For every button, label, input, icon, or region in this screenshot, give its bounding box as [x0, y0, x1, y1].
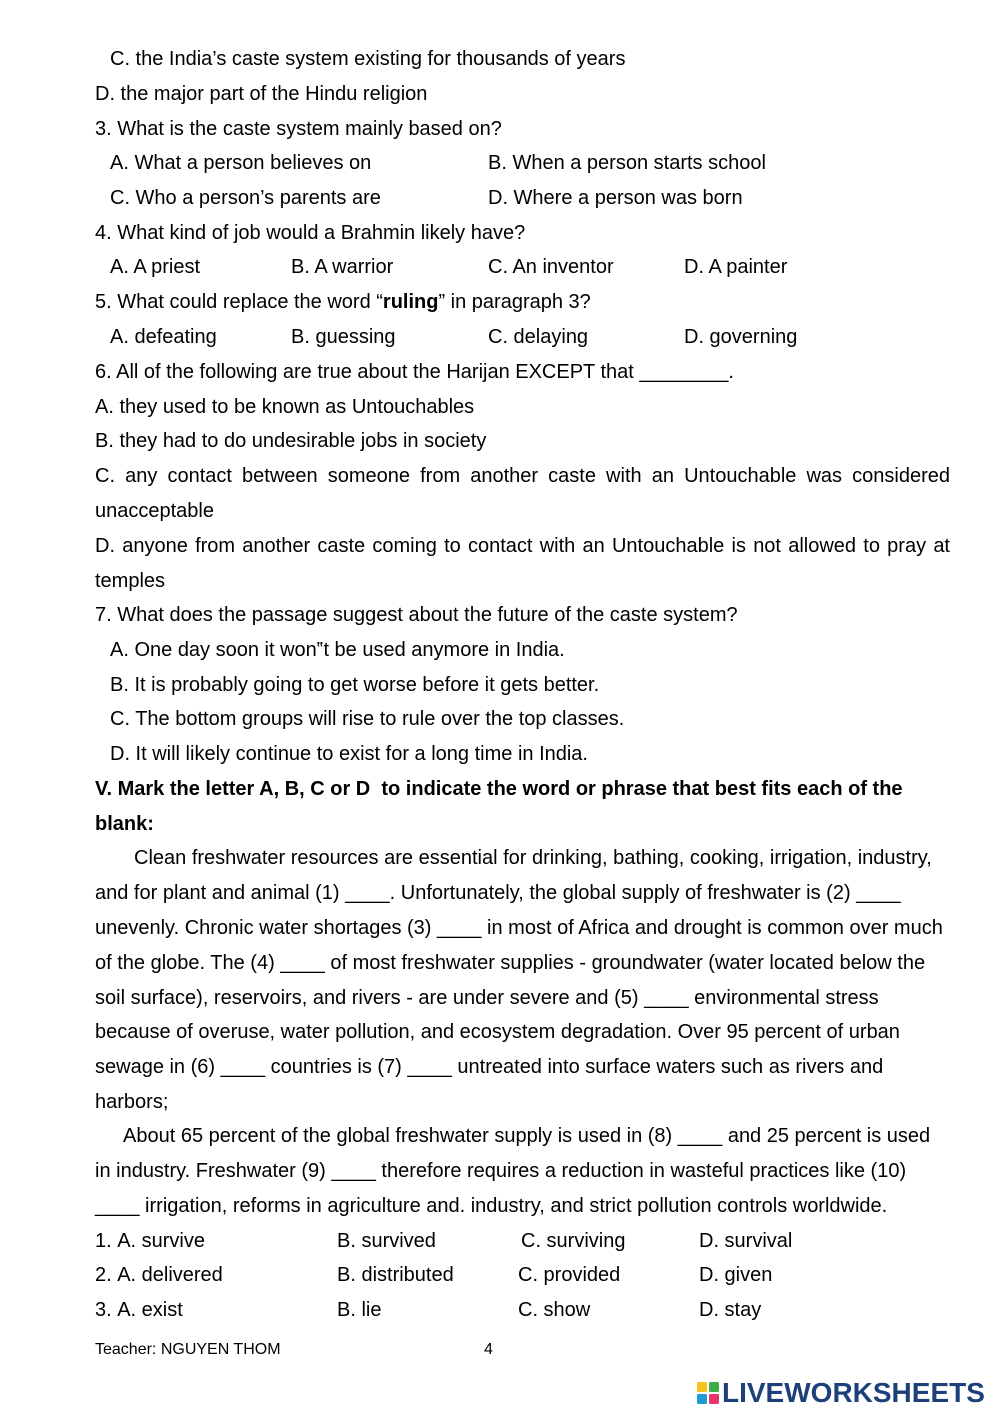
q2-option-c: C. the India’s caste system existing for thousands of years [110, 48, 626, 70]
q4-option-a: A. A priest [110, 256, 201, 278]
section-v-heading-line-2: blank: [95, 813, 154, 835]
footer-page-number: 4 [484, 1341, 493, 1358]
q5-keyword: ruling [382, 291, 439, 313]
passage-p1-line: unevenly. Chronic water shortages (3) ____ in most of Africa and drought is common over much [95, 917, 943, 939]
liveworksheets-logo-text: LIVEWORKSHEETS [722, 1377, 985, 1408]
q5-stem-after: ” in paragraph 3? [438, 291, 591, 313]
cloze-3-option-c: C. show [518, 1299, 591, 1321]
liveworksheets-logo [697, 1378, 985, 1408]
cloze-1-option-d: D. survival [699, 1230, 793, 1252]
cloze-2-option-b: B. distributed [337, 1264, 454, 1286]
cloze-number: 3. [95, 1299, 112, 1321]
q5-option-c: C. delaying [488, 326, 589, 348]
q7-stem: 7. What does the passage suggest about the future of the caste system? [95, 604, 738, 626]
cloze-2-option-c: C. provided [518, 1264, 621, 1286]
q6-option-c-line-2: unacceptable [95, 500, 214, 522]
cloze-number: 1. [95, 1230, 112, 1252]
liveworksheets-logo-icon [697, 1382, 719, 1404]
q5-stem-before: 5. What could replace the word “ [95, 291, 383, 313]
q6-option-b: B. they had to do undesirable jobs in society [95, 430, 487, 452]
passage-p1-line: harbors; [95, 1091, 169, 1113]
cloze-option: A. delivered [117, 1264, 223, 1286]
passage-p2-line: About 65 percent of the global freshwater supply is used in (8) ____ and 25 percent is used [123, 1125, 931, 1147]
cloze-option: A. survive [117, 1230, 205, 1252]
logo-tile [697, 1394, 707, 1404]
footer-teacher: Teacher: NGUYEN THOM [95, 1341, 281, 1358]
q4-option-b: B. A warrior [291, 256, 394, 278]
cloze-3-option-b: B. lie [337, 1299, 382, 1321]
q7-option-b: B. It is probably going to get worse before it gets better. [110, 674, 600, 696]
q4-option-c: C. An inventor [488, 256, 614, 278]
passage-p2-line: in industry. Freshwater (9) ____ therefore requires a reduction in wasteful practices like (10) [95, 1160, 907, 1182]
cloze-3-option-a [95, 1298, 183, 1322]
cloze-1-option-a [95, 1229, 205, 1253]
cloze-2-option-d: D. given [699, 1264, 773, 1286]
q3-option-b: B. When a person starts school [488, 152, 766, 174]
logo-tile [697, 1382, 707, 1392]
cloze-number: 2. [95, 1264, 112, 1286]
passage-p2-line: ____ irrigation, reforms in agriculture and. industry, and strict pollution controls worldwide. [95, 1195, 888, 1217]
q7-option-c: C. The bottom groups will rise to rule over the top classes. [110, 708, 625, 730]
q5-option-d: D. governing [684, 326, 798, 348]
q6-option-c-line-1: C. any contact between someone from another caste with an Untouchable was considered [95, 465, 950, 487]
q7-option-d: D. It will likely continue to exist for a long time in India. [110, 743, 588, 765]
cloze-1-option-c: C. surviving [521, 1230, 626, 1252]
q3-stem: 3. What is the caste system mainly based on? [95, 118, 502, 140]
cloze-option: A. exist [117, 1299, 183, 1321]
passage-p1-line: soil surface), reservoirs, and rivers - are under severe and (5) ____ environmental stress [95, 987, 879, 1009]
cloze-2-option-a [95, 1263, 223, 1287]
q6-stem: 6. All of the following are true about the Harijan EXCEPT that ________. [95, 361, 734, 383]
section-v-heading-line-1: V. Mark the letter A, B, C or D to indicate the word or phrase that best fits each of the [95, 778, 903, 800]
passage-p1-line: of the globe. The (4) ____ of most freshwater supplies - groundwater (water located below the [95, 952, 926, 974]
passage-p1-line: Clean freshwater resources are essential for drinking, bathing, cooking, irrigation, industry, [134, 847, 932, 869]
logo-tile [709, 1394, 719, 1404]
q7-option-a: A. One day soon it won‟t be used anymore in India. [110, 639, 565, 661]
q4-stem: 4. What kind of job would a Brahmin likely have? [95, 222, 526, 244]
q3-option-d: D. Where a person was born [488, 187, 743, 209]
cloze-3-option-d: D. stay [699, 1299, 762, 1321]
q5-option-b: B. guessing [291, 326, 396, 348]
q2-option-d: D. the major part of the Hindu religion [95, 83, 428, 105]
q6-option-a: A. they used to be known as Untouchables [95, 396, 475, 418]
q5-option-a: A. defeating [110, 326, 217, 348]
q3-option-c: C. Who a person’s parents are [110, 187, 381, 209]
q3-option-a: A. What a person believes on [110, 152, 372, 174]
cloze-1-option-b: B. survived [337, 1230, 436, 1252]
passage-p1-line: because of overuse, water pollution, and ecosystem degradation. Over 95 percent of urban [95, 1021, 900, 1043]
q5-stem [95, 290, 591, 314]
q6-option-d-line-1: D. anyone from another caste coming to contact with an Untouchable is not allowed to pray at [95, 535, 950, 557]
passage-p1-line: and for plant and animal (1) ____. Unfortunately, the global supply of freshwater is (2) ____ [95, 882, 901, 904]
q4-option-d: D. A painter [684, 256, 788, 278]
q6-option-d-line-2: temples [95, 570, 166, 592]
logo-tile [709, 1382, 719, 1392]
passage-p1-line: sewage in (6) ____ countries is (7) ____ untreated into surface waters such as rivers and [95, 1056, 884, 1078]
